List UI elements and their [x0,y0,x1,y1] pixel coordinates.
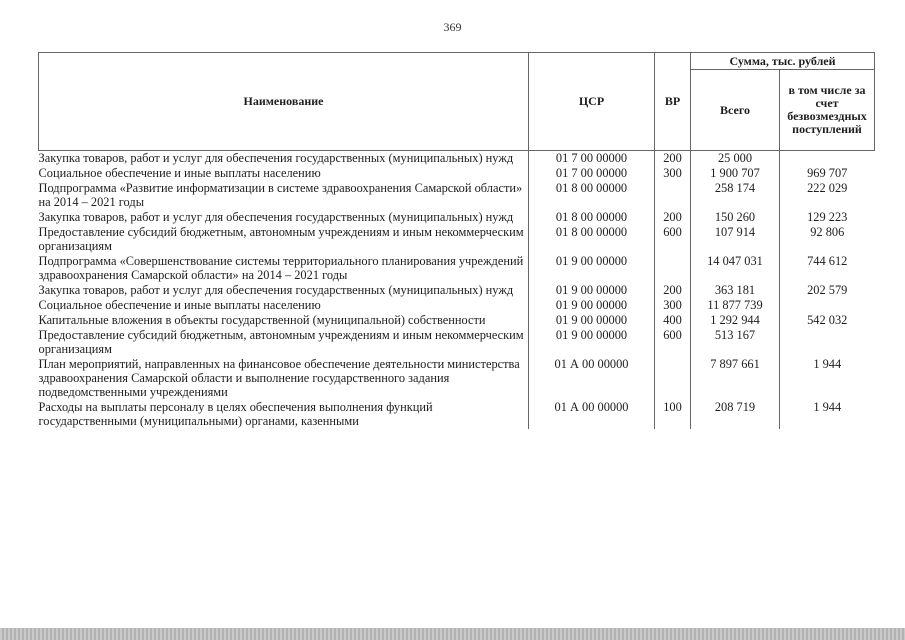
cell-csr: 01 А 00 00000 [529,400,655,429]
cell-free: 542 032 [807,313,848,327]
table-row [39,313,875,328]
cell-name: Закупка товаров, работ и услуг для обеспечения государственных (муниципальных) нужд [39,151,529,167]
cell-csr: 01 А 00 00000 [529,357,655,400]
cell-total: 1 292 944 [691,313,780,328]
table-header [39,53,875,151]
cell-free: 1 944 [813,357,842,371]
table-row [39,166,875,181]
table-row [39,357,875,400]
cell-free: 969 707 [807,166,848,180]
table-body [39,151,875,430]
cell-total: 25 000 [691,151,780,167]
cell-name: Капитальные вложения в объекты государственной (муниципальной) собственности [39,313,529,328]
cell-csr: 01 9 00 00000 [529,328,655,357]
cell-free: 744 612 [807,254,848,268]
cell-vr: 100 [655,400,691,429]
cell-free: 92 806 [810,225,845,239]
cell-free: 1 944 [813,400,842,414]
cell-vr: 300 [655,298,691,313]
header-vr: ВР [655,53,691,151]
cell-name: Расходы на выплаты персоналу в целях обеспечения выполнения функций государственными (муниципальными) органами, казенными [39,400,529,429]
table-row [39,225,875,254]
cell-csr: 01 9 00 00000 [529,313,655,328]
cell-total: 14 047 031 [691,254,780,283]
header-name: Наименование [39,53,529,151]
header-sum: Сумма, тыс. рублей [691,53,875,70]
cell-name: Предоставление субсидий бюджетным, автономным учреждениям и иным некоммерческим организациям [39,328,529,357]
cell-total: 1 900 707 [691,166,780,181]
table-row [39,400,875,429]
table-row [39,283,875,298]
cell-name: Социальное обеспечение и иные выплаты населению [39,298,529,313]
page-number: 369 [443,20,462,34]
cell-csr: 01 8 00 00000 [529,225,655,254]
cell-vr [655,181,691,210]
cell-csr: 01 9 00 00000 [529,254,655,283]
cell-total: 11 877 739 [691,298,780,313]
cell-csr: 01 8 00 00000 [529,181,655,210]
cell-free: 202 579 [807,283,848,297]
cell-name: Закупка товаров, работ и услуг для обеспечения государственных (муниципальных) нужд [39,283,529,298]
cell-csr: 01 7 00 00000 [529,151,655,167]
cell-total: 150 260 [691,210,780,225]
cell-vr: 600 [655,328,691,357]
scan-bottom-edge [0,628,905,640]
cell-total: 208 719 [691,400,780,429]
header-free: в том числе за счет безвозмездных поступлений [780,70,875,151]
table-row [39,328,875,357]
cell-total: 363 181 [691,283,780,298]
cell-free [780,298,875,313]
cell-vr: 300 [655,166,691,181]
cell-total: 7 897 661 [691,357,780,400]
table-row [39,210,875,225]
cell-name: Подпрограмма «Совершенствование системы территориального планирования учреждений здравоохранения Самарской области» на 2014 – 2021 годы [39,254,529,283]
cell-name: Социальное обеспечение и иные выплаты населению [39,166,529,181]
cell-csr: 01 8 00 00000 [529,210,655,225]
cell-csr: 01 9 00 00000 [529,298,655,313]
cell-name: Закупка товаров, работ и услуг для обеспечения государственных (муниципальных) нужд [39,210,529,225]
cell-free [780,151,875,167]
cell-name: Подпрограмма «Развитие информатизации в системе здравоохранения Самарской области» на 2014 – 2021 годы [39,181,529,210]
cell-vr: 200 [655,283,691,298]
table-row [39,254,875,283]
cell-vr [655,254,691,283]
cell-total: 107 914 [691,225,780,254]
table-row [39,151,875,167]
budget-table [38,52,875,429]
cell-name: Предоставление субсидий бюджетным, автономным учреждениям и иным некоммерческим организациям [39,225,529,254]
cell-vr [655,357,691,400]
cell-total: 258 174 [691,181,780,210]
cell-vr: 200 [655,151,691,167]
cell-free [780,328,875,357]
cell-name: План мероприятий, направленных на финансовое обеспечение деятельности министерства здравоохранения Самарской области и выполнение государственного задания подведомственными учреждениями [39,357,529,400]
cell-vr: 600 [655,225,691,254]
cell-free: 129 223 [807,210,848,224]
table-row [39,298,875,313]
header-total: Всего [691,70,780,151]
header-csr: ЦСР [529,53,655,151]
cell-vr: 200 [655,210,691,225]
cell-csr: 01 7 00 00000 [529,166,655,181]
cell-csr: 01 9 00 00000 [529,283,655,298]
cell-total: 513 167 [691,328,780,357]
cell-free: 222 029 [807,181,848,195]
cell-vr: 400 [655,313,691,328]
table-row [39,181,875,210]
